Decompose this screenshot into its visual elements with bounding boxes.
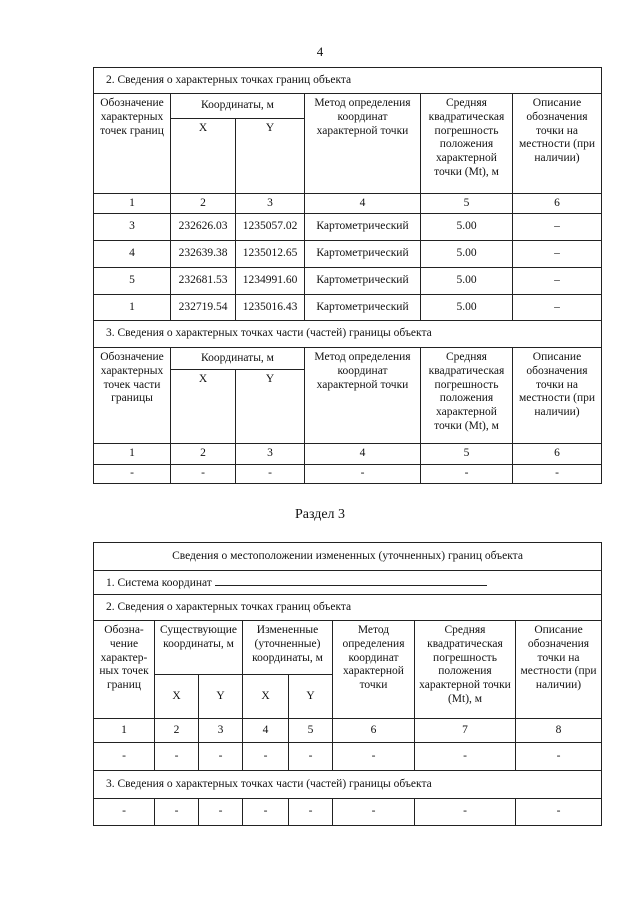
col-number: 6 bbox=[513, 444, 602, 465]
header-existing-coordinates: Существующие координаты, м bbox=[155, 621, 243, 675]
table-row bbox=[94, 214, 602, 241]
header-description: Описание обозначения точки на местности (при наличии) bbox=[516, 621, 602, 719]
coordinate-system-blank bbox=[215, 574, 487, 586]
header-changed-coordinates: Измененные (уточненные) координаты, м bbox=[243, 621, 333, 675]
cell-empty: - bbox=[289, 799, 333, 826]
section-3-title: 3. Сведения о характерных точках части (частей) границы объекта bbox=[94, 321, 602, 348]
changed-boundaries-table bbox=[93, 542, 602, 826]
cell-empty: - bbox=[171, 465, 236, 484]
cell-empty: - bbox=[333, 743, 415, 771]
method: Картометрический bbox=[305, 214, 421, 241]
cell-empty: - bbox=[94, 743, 155, 771]
col-number: 1 bbox=[94, 719, 155, 743]
coord-x: 232639.38 bbox=[171, 241, 236, 268]
cell-empty: - bbox=[243, 799, 289, 826]
col-number: 5 bbox=[289, 719, 333, 743]
description: – bbox=[513, 268, 602, 295]
coordinate-system-label: 1. Система координат bbox=[106, 577, 212, 590]
coordinate-system-row bbox=[94, 571, 602, 595]
cell-empty: - bbox=[333, 799, 415, 826]
boundary-points-table bbox=[93, 67, 602, 484]
point-id: 4 bbox=[94, 241, 171, 268]
cell-empty: - bbox=[155, 799, 199, 826]
error: 5.00 bbox=[421, 241, 513, 268]
header-x: X bbox=[171, 119, 236, 194]
header-designation-part: Обозначение характерных точек части границы bbox=[94, 348, 171, 444]
header-y-existing: Y bbox=[199, 675, 243, 719]
header-x-existing: X bbox=[155, 675, 199, 719]
col-number: 2 bbox=[171, 194, 236, 214]
table-row bbox=[94, 268, 602, 295]
point-id: 5 bbox=[94, 268, 171, 295]
table-row bbox=[94, 743, 602, 771]
method: Картометрический bbox=[305, 268, 421, 295]
header-description: Описание обозначения точки на местности (при наличии) bbox=[513, 94, 602, 194]
coord-y: 1235057.02 bbox=[236, 214, 305, 241]
description: – bbox=[513, 241, 602, 268]
col-number: 4 bbox=[305, 444, 421, 465]
col-number: 1 bbox=[94, 194, 171, 214]
col-number: 8 bbox=[516, 719, 602, 743]
coord-y: 1234991.60 bbox=[236, 268, 305, 295]
header-y: Y bbox=[236, 370, 305, 444]
coord-y: 1235012.65 bbox=[236, 241, 305, 268]
section-2-title: 2. Сведения о характерных точках границ объекта bbox=[94, 595, 602, 621]
error: 5.00 bbox=[421, 295, 513, 321]
col-number: 3 bbox=[236, 194, 305, 214]
col-number: 6 bbox=[513, 194, 602, 214]
cell-empty: - bbox=[516, 743, 602, 771]
header-coordinates: Координаты, м bbox=[171, 348, 305, 370]
coord-x: 232626.03 bbox=[171, 214, 236, 241]
coord-x: 232681.53 bbox=[171, 268, 236, 295]
col-number: 1 bbox=[94, 444, 171, 465]
header-x-changed: X bbox=[243, 675, 289, 719]
table-row bbox=[94, 295, 602, 321]
col-number: 3 bbox=[236, 444, 305, 465]
cell-empty: - bbox=[421, 465, 513, 484]
col-number: 5 bbox=[421, 194, 513, 214]
error: 5.00 bbox=[421, 268, 513, 295]
coord-x: 232719.54 bbox=[171, 295, 236, 321]
cell-empty: - bbox=[199, 743, 243, 771]
cell-empty: - bbox=[289, 743, 333, 771]
header-x: X bbox=[171, 370, 236, 444]
cell-empty: - bbox=[199, 799, 243, 826]
header-error: Средняя квадратическая погрешность положения характерной точки (Mt), м bbox=[415, 621, 516, 719]
table-row bbox=[94, 799, 602, 826]
table-row bbox=[94, 465, 602, 484]
col-number: 2 bbox=[155, 719, 199, 743]
method: Картометрический bbox=[305, 295, 421, 321]
cell-empty: - bbox=[415, 743, 516, 771]
col-number: 7 bbox=[415, 719, 516, 743]
col-number: 6 bbox=[333, 719, 415, 743]
header-coordinates: Координаты, м bbox=[171, 94, 305, 119]
cell-empty: - bbox=[155, 743, 199, 771]
cell-empty: - bbox=[94, 799, 155, 826]
method: Картометрический bbox=[305, 241, 421, 268]
header-designation: Обозна-чение характер-ных точек границ bbox=[94, 621, 155, 719]
description: – bbox=[513, 214, 602, 241]
table-row bbox=[94, 241, 602, 268]
cell-empty: - bbox=[415, 799, 516, 826]
header-method: Метод определения координат характерной точки bbox=[333, 621, 415, 719]
cell-empty: - bbox=[305, 465, 421, 484]
cell-empty: - bbox=[243, 743, 289, 771]
cell-empty: - bbox=[516, 799, 602, 826]
point-id: 3 bbox=[94, 214, 171, 241]
col-number: 4 bbox=[305, 194, 421, 214]
section-heading: Раздел 3 bbox=[294, 507, 346, 522]
coord-y: 1235016.43 bbox=[236, 295, 305, 321]
header-method: Метод определения координат характерной точки bbox=[305, 348, 421, 444]
section-3-title: 3. Сведения о характерных точках части (частей) границы объекта bbox=[94, 771, 602, 799]
error: 5.00 bbox=[421, 214, 513, 241]
cell-empty: - bbox=[94, 465, 171, 484]
col-number: 4 bbox=[243, 719, 289, 743]
header-error: Средняя квадратическая погрешность положения характерной точки (Mt), м bbox=[421, 348, 513, 444]
header-y-changed: Y bbox=[289, 675, 333, 719]
header-y: Y bbox=[236, 119, 305, 194]
header-description: Описание обозначения точки на местности (при наличии) bbox=[513, 348, 602, 444]
header-method: Метод определения координат характерной точки bbox=[305, 94, 421, 194]
point-id: 1 bbox=[94, 295, 171, 321]
page-number: 4 bbox=[316, 44, 324, 59]
header-error: Средняя квадратическая погрешность положения характерной точки (Mt), м bbox=[421, 94, 513, 194]
col-number: 2 bbox=[171, 444, 236, 465]
cell-empty: - bbox=[236, 465, 305, 484]
col-number: 3 bbox=[199, 719, 243, 743]
section-2-title: 2. Сведения о характерных точках границ объекта bbox=[94, 68, 602, 94]
cell-empty: - bbox=[513, 465, 602, 484]
description: – bbox=[513, 295, 602, 321]
table-caption: Сведения о местоположении измененных (уточненных) границ объекта bbox=[94, 543, 602, 571]
header-designation: Обозначение характерных точек границ bbox=[94, 94, 171, 194]
col-number: 5 bbox=[421, 444, 513, 465]
